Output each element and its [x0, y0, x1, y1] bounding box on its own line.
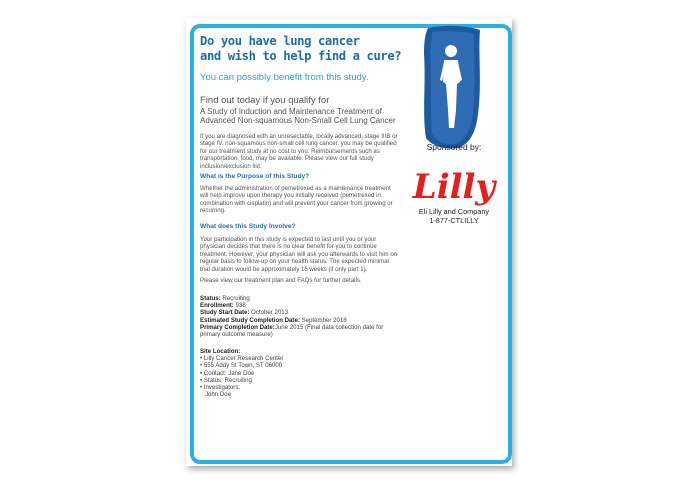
benefit-text: You can possibly benefit from this study.	[200, 72, 369, 83]
study-stats	[200, 295, 400, 338]
company-name: Eli Lilly and Company	[418, 207, 490, 216]
headline	[200, 34, 400, 64]
involve-paragraph: Your participation in this study is expected to last until you or your physician decides that there is no clear benefit for you to continue treatment. However, your physician will ask you afterwards to visit him on regular basis to follow-up on your health status. The expected minimal trial duration would be approximately 16 weeks (if only part 1).	[200, 236, 398, 273]
sponsor-company	[406, 207, 502, 225]
enrollment-row: Enrollment: 938	[200, 302, 246, 310]
status-row: Status: Recruiting	[200, 295, 250, 302]
investigator-name: John Doe	[205, 391, 232, 399]
sponsored-by-label: Sponsored by:	[426, 142, 482, 152]
site-item: • Contact: Jane Doe	[200, 369, 255, 377]
study-title: A Study of Induction and Maintenance Treatment of Advanced Non-squamous Non-Small Cell Lung Cancer	[200, 107, 396, 126]
site-location	[200, 348, 400, 398]
primary-completion-row: Primary Completion Date:June 2015 (Final data collection date for primary outcome measure)	[200, 323, 384, 339]
completion-date-row: Estimated Study Completion Date: September 2018	[200, 316, 347, 324]
start-date-row: Study Start Date: October 2013	[200, 309, 289, 317]
purpose-heading: What is the Purpose of this Study?	[200, 173, 310, 180]
findout-text: Find out today if you qualify for	[200, 95, 330, 106]
flyer-sheet	[186, 18, 512, 466]
lilly-logo	[406, 164, 502, 206]
site-item: • Status: Recruiting	[200, 376, 252, 384]
person-silhouette-icon	[418, 24, 484, 150]
involve-heading: What does this Study Involve?	[200, 223, 296, 230]
treatment-note: Please view our treatment plan and FAQs for further details.	[200, 277, 362, 284]
site-item: • Investigators:	[200, 384, 241, 392]
purpose-paragraph: Whether the administration of pemetrexed as a maintenance treatment will help improve upon therapy you initially received (pemetrexed in combination with cisplatin) and will prevent your cancer from growing or recurring.	[200, 185, 393, 215]
intro-paragraph: If you are diagnosed with an unresectable, locally advanced, stage IIIB or stage IV, non-squamous non-small cell lung cancer, you may be qualified for our treatment study at no cost to you. Reimbursements such as transportation, food, may be available. Please view our full study inclusion/exclusion list.	[200, 133, 398, 170]
lilly-logo-text: Lilly	[412, 167, 496, 206]
site-item: • Lilly Cancer Research Center	[200, 355, 284, 363]
site-item: • 555 Addy St Town, ST 06000	[200, 362, 283, 370]
headline-line-1: Do you have lung cancer	[200, 34, 360, 48]
site-location-title: Site Location:	[200, 348, 241, 355]
headline-line-2: and wish to help find a cure?	[200, 49, 402, 63]
company-phone: 1-877-CTLILLY	[429, 216, 479, 225]
